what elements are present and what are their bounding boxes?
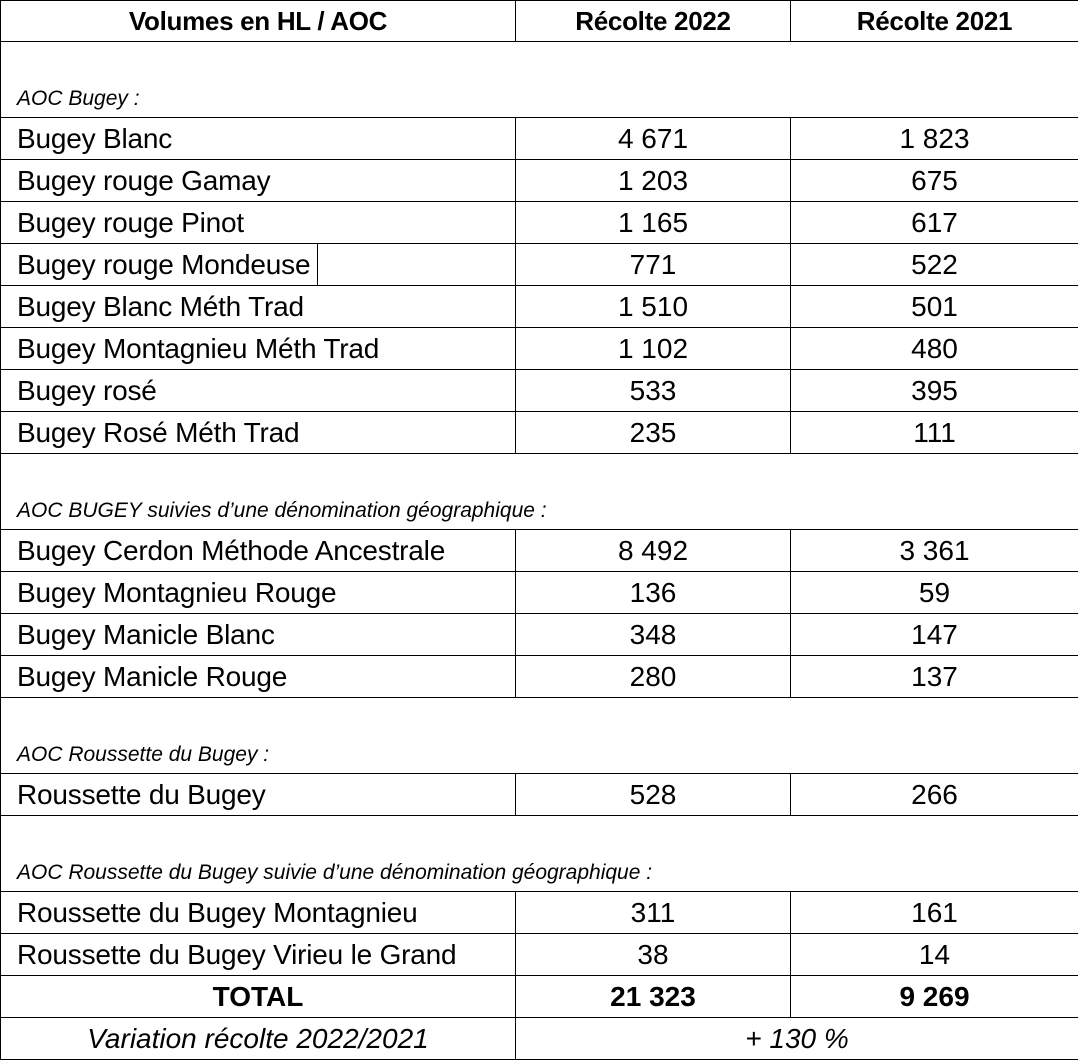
appellation-name: Bugey Blanc	[17, 123, 172, 155]
appellation-name-cell	[1, 160, 516, 202]
volume-2022: 136	[516, 572, 791, 614]
section-title: AOC BUGEY suivies d’une dénomination géographique :	[1, 454, 1078, 530]
volume-2022: 1 203	[516, 160, 791, 202]
appellation-name-cell	[1, 244, 516, 286]
volume-2021: 1 823	[791, 118, 1078, 160]
volume-2021: 161	[791, 892, 1078, 934]
volume-2021: 111	[791, 412, 1078, 454]
table-row	[1, 370, 1078, 412]
volume-2021: 3 361	[791, 530, 1078, 572]
volume-2022: 4 671	[516, 118, 791, 160]
section-title: AOC Bugey :	[1, 42, 1078, 118]
section-header-row	[1, 816, 1078, 892]
appellation-name: Roussette du Bugey Montagnieu	[17, 897, 417, 929]
total-2021: 9 269	[791, 976, 1078, 1018]
header-appellation: Volumes en HL / AOC	[1, 1, 516, 42]
volume-2021: 59	[791, 572, 1078, 614]
header-harvest-2022: Récolte 2022	[516, 1, 791, 42]
table-row	[1, 202, 1078, 244]
table-row	[1, 656, 1078, 698]
appellation-name-cell	[1, 202, 516, 244]
volume-2022: 311	[516, 892, 791, 934]
section-header-row	[1, 698, 1078, 774]
volume-2022: 8 492	[516, 530, 791, 572]
volume-2022: 235	[516, 412, 791, 454]
appellation-name: Bugey rosé	[17, 375, 157, 407]
appellation-name-cell	[1, 656, 516, 698]
section-title: AOC Roussette du Bugey :	[1, 698, 1078, 774]
table-row	[1, 934, 1078, 976]
volume-2021: 14	[791, 934, 1078, 976]
appellation-name: Roussette du Bugey	[17, 779, 266, 811]
appellation-name-cell	[1, 328, 516, 370]
total-2022: 21 323	[516, 976, 791, 1018]
section-header-row	[1, 454, 1078, 530]
volume-2021: 522	[791, 244, 1078, 286]
table-body	[1, 42, 1078, 1060]
appellation-name-cell	[1, 774, 516, 816]
appellation-name: Bugey Manicle Blanc	[17, 619, 275, 651]
table-row	[1, 892, 1078, 934]
table-row	[1, 614, 1078, 656]
table-row	[1, 160, 1078, 202]
section-header-row	[1, 42, 1078, 118]
volume-2022: 528	[516, 774, 791, 816]
appellation-name-cell	[1, 370, 516, 412]
appellation-name: Bugey rouge Mondeuse	[17, 249, 310, 281]
volume-2022: 1 510	[516, 286, 791, 328]
volume-2021: 501	[791, 286, 1078, 328]
volume-2021: 480	[791, 328, 1078, 370]
header-harvest-2021: Récolte 2021	[791, 1, 1078, 42]
appellation-name-cell	[1, 118, 516, 160]
table-row	[1, 572, 1078, 614]
table-row	[1, 328, 1078, 370]
table-row	[1, 286, 1078, 328]
variation-value: + 130 %	[516, 1018, 1078, 1060]
appellation-name: Bugey rouge Gamay	[17, 165, 270, 197]
appellation-name: Bugey Blanc Méth Trad	[17, 291, 304, 323]
table-row	[1, 412, 1078, 454]
variation-row	[1, 1018, 1078, 1060]
volume-2022: 533	[516, 370, 791, 412]
total-row	[1, 976, 1078, 1018]
appellation-name: Bugey Cerdon Méthode Ancestrale	[17, 535, 445, 567]
total-label: TOTAL	[1, 976, 516, 1018]
volume-2021: 137	[791, 656, 1078, 698]
appellation-name-cell	[1, 286, 516, 328]
appellation-name: Roussette du Bugey Virieu le Grand	[17, 939, 456, 971]
appellation-name-cell	[1, 614, 516, 656]
table-row	[1, 244, 1078, 286]
volume-2022: 348	[516, 614, 791, 656]
volume-2021: 675	[791, 160, 1078, 202]
volume-2022: 1 165	[516, 202, 791, 244]
table-row	[1, 530, 1078, 572]
appellation-name: Bugey Rosé Méth Trad	[17, 417, 299, 449]
table-row	[1, 774, 1078, 816]
appellation-name-cell	[1, 530, 516, 572]
appellation-name: Bugey Montagnieu Méth Trad	[17, 333, 379, 365]
volume-2021: 395	[791, 370, 1078, 412]
volume-2022: 771	[516, 244, 791, 286]
volume-2021: 266	[791, 774, 1078, 816]
appellation-name-cell	[1, 572, 516, 614]
volume-2021: 617	[791, 202, 1078, 244]
variation-label: Variation récolte 2022/2021	[1, 1018, 516, 1060]
volume-2022: 1 102	[516, 328, 791, 370]
appellation-name: Bugey Manicle Rouge	[17, 661, 287, 693]
table-row	[1, 118, 1078, 160]
appellation-name: Bugey rouge Pinot	[17, 207, 244, 239]
volume-2021: 147	[791, 614, 1078, 656]
volume-2022: 280	[516, 656, 791, 698]
appellation-name-cell	[1, 934, 516, 976]
section-title: AOC Roussette du Bugey suivie d’une dénomination géographique :	[1, 816, 1078, 892]
header-row	[1, 1, 1078, 42]
appellation-name-cell	[1, 412, 516, 454]
volume-2022: 38	[516, 934, 791, 976]
appellation-name: Bugey Montagnieu Rouge	[17, 577, 336, 609]
appellation-name-cell	[1, 892, 516, 934]
